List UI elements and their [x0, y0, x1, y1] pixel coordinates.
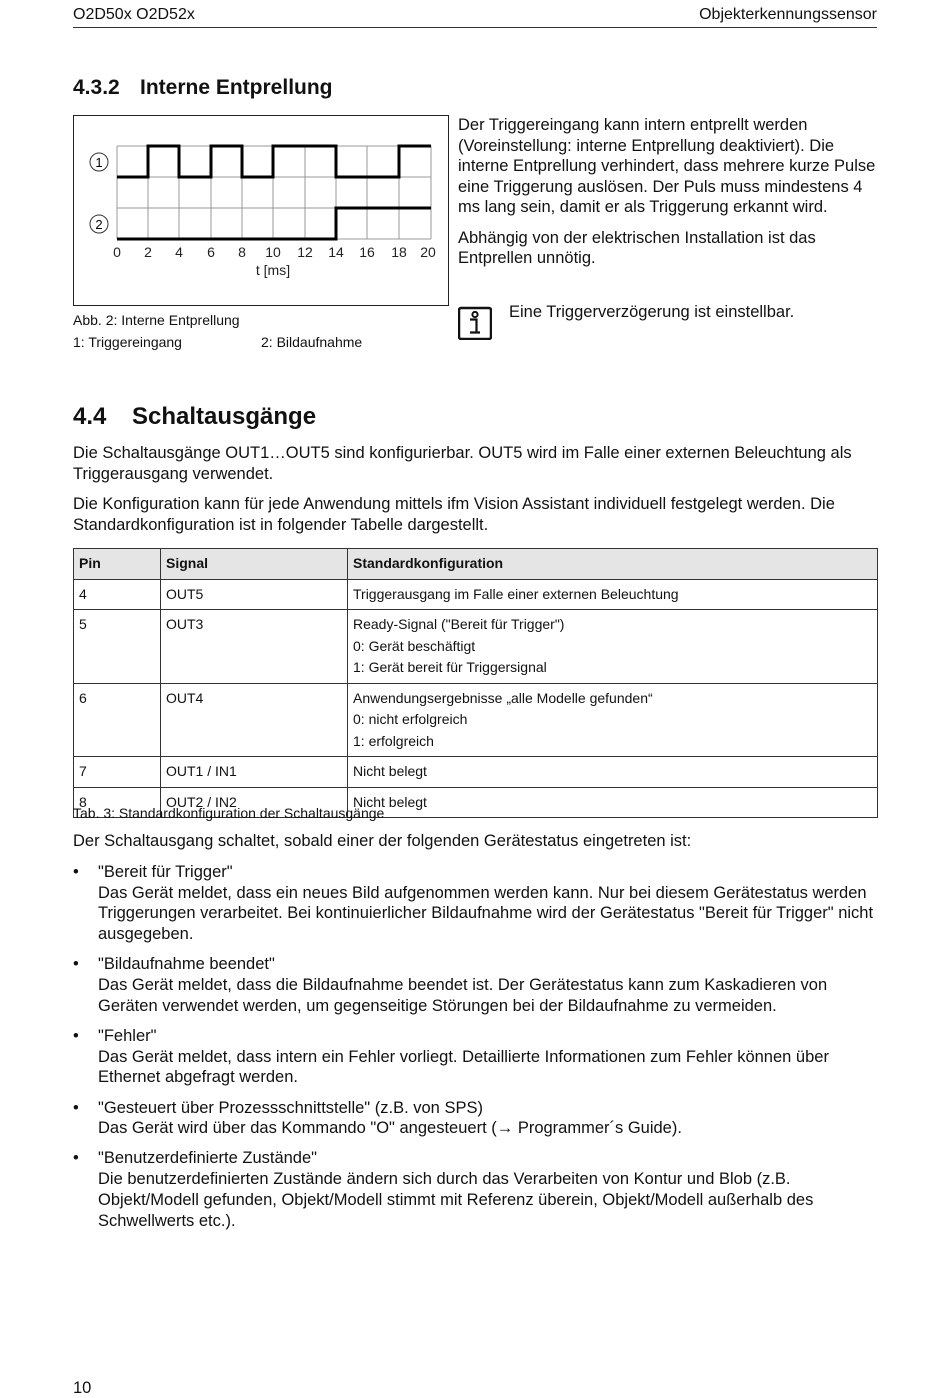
config-line: 1: Gerät bereit für Triggersignal — [353, 659, 547, 675]
section-title: Interne Entprellung — [140, 76, 333, 99]
tick-label: 16 — [359, 244, 375, 260]
status-title: "Bildaufnahme beendet" — [98, 955, 275, 974]
table-row — [74, 610, 878, 684]
config-line: 0: nicht erfolgreich — [353, 711, 468, 727]
section-number: 4.3.2 — [73, 76, 120, 99]
status-text: Das Gerät meldet, dass die Bildaufnahme beendet ist. Der Gerätestatus kann zum Kaskadieren von Geräten verwendet werden, um gegenseitige Störungen bei der Bildaufnahme zu vermeiden. — [98, 976, 828, 1015]
table-caption: Tab. 3: Standardkonfiguration der Schaltausgänge — [73, 805, 385, 821]
bullet: • — [73, 1026, 79, 1045]
info-note: Eine Triggerverzögerung ist einstellbar. — [509, 303, 795, 321]
marker-2 — [90, 215, 108, 233]
svg-text:1: 1 — [95, 155, 103, 170]
section-heading-4-3-2 — [73, 76, 333, 100]
trigger-input-signal — [117, 146, 431, 177]
tick-label: 12 — [297, 244, 313, 260]
bullet: • — [73, 863, 79, 881]
paragraph: Abhängig von der elektrischen Installation ist das Entprellen unnötig. — [458, 228, 816, 267]
config-line: Anwendungsergebnisse „alle Modelle gefunden“ — [353, 689, 653, 706]
image-capture-signal — [117, 208, 431, 239]
header-document-title: Objekterkennungssensor — [699, 6, 877, 23]
header-divider — [73, 27, 877, 28]
status-title: "Gesteuert über Prozessschnittstelle" (z.B. von SPS) — [98, 1098, 483, 1117]
config-line: 1: erfolgreich — [353, 732, 434, 749]
status-text: Das Gerät wird über das Kommando "O" angesteuert (→ Programmer´s Guide). — [98, 1119, 682, 1138]
table-row — [74, 579, 878, 610]
table-row — [74, 757, 878, 788]
pin-cell: 4 — [74, 579, 161, 610]
config-line: Triggerausgang im Falle einer externen Beleuchtung — [353, 585, 679, 602]
debounce-timing-figure — [73, 115, 449, 306]
legend-item-2: 2: Bildaufnahme — [261, 334, 363, 350]
tick-label: 0 — [113, 244, 121, 260]
svg-text:2: 2 — [95, 217, 103, 232]
tick-label: 20 — [420, 244, 436, 260]
config-cell — [348, 757, 878, 788]
paragraph: Die Schaltausgänge OUT1…OUT5 sind konfigurierbar. OUT5 wird im Falle einer externen Beleuchtung als Triggerausgang verwendet. — [73, 444, 852, 483]
signal-cell: OUT1 / IN1 — [161, 757, 348, 788]
config-line: Ready-Signal ("Bereit für Trigger") — [353, 616, 565, 632]
tick-label: 6 — [207, 244, 215, 260]
config-line: Nicht belegt — [353, 763, 427, 779]
tick-label: 4 — [175, 244, 183, 260]
bullet: • — [73, 1149, 79, 1168]
status-text: Die benutzerdefinierten Zustände ändern sich durch das Verarbeiten von Kontur und Blob (z.B. Objekt/Modell gefunden, Objekt/Modell stimmt mit Referenz überein, Objekt/Modell außerhalb des Schwellwerts etc.). — [98, 1170, 814, 1230]
section-heading-4-4 — [73, 403, 316, 431]
pin-cell: 8 — [74, 787, 161, 818]
config-line: Nicht belegt — [353, 793, 427, 810]
section-number: 4.4 — [73, 403, 107, 430]
marker-1 — [90, 153, 108, 171]
column-header: Pin — [74, 549, 161, 580]
column-header: Signal — [161, 549, 348, 580]
device-status-list — [73, 862, 878, 1241]
legend-item-1: 1: Triggereingang — [73, 334, 182, 350]
status-text: Das Gerät meldet, dass intern ein Fehler vorliegt. Detaillierte Informationen zum Fehler können über Ethernet abgefragt werden. — [98, 1047, 829, 1087]
status-title: "Fehler" — [98, 1026, 157, 1045]
list-item — [73, 954, 878, 1016]
bullet: • — [73, 955, 79, 974]
pin-cell: 7 — [74, 757, 161, 788]
config-cell — [348, 787, 878, 818]
bullet: • — [73, 1098, 79, 1117]
tick-label: 10 — [265, 244, 281, 260]
config-cell — [348, 579, 878, 610]
list-item — [73, 1148, 878, 1231]
signal-cell: OUT4 — [161, 683, 348, 757]
signal-cell: OUT5 — [161, 579, 348, 610]
column-header: Standardkonfiguration — [348, 549, 878, 580]
tick-label: 2 — [144, 244, 152, 260]
paragraph: Die Konfiguration kann für jede Anwendung mittels ifm Vision Assistant individuell festgelegt werden. Die Standardkonfiguration ist in folgender Tabelle dargestellt. — [73, 495, 835, 534]
pin-cell: 5 — [74, 610, 161, 684]
status-intro: Der Schaltausgang schaltet, sobald einer der folgenden Gerätestatus eingetreten ist: — [73, 832, 692, 850]
debounce-description — [458, 115, 878, 279]
list-item — [73, 862, 878, 945]
signal-cell: OUT3 — [161, 610, 348, 684]
paragraph: Der Triggereingang kann intern entprellt werden (Voreinstellung: interne Entprellung deaktiviert). Die interne Entprellung verhindert, dass mehrere kurze Pulse eine Triggerung auslösen. Der Puls muss mindestens 4 ms lang sein, damit er als Triggerung erkannt wird. — [458, 116, 876, 216]
config-cell — [348, 610, 878, 684]
info-icon — [458, 306, 492, 340]
list-item — [73, 1098, 878, 1139]
status-title: "Benutzerdefinierte Zustände" — [98, 1149, 318, 1168]
status-text: Das Gerät meldet, dass ein neues Bild aufgenommen werden kann. Nur bei diesem Gerätestatus werden Triggerungen verarbeitet. Bei kontinuierlicher Bildaufnahme wird der Gerätestatus "Bereit für Trigger" nicht ausgegeben. — [98, 883, 874, 944]
list-item — [73, 1026, 878, 1088]
table-row — [74, 683, 878, 757]
section-title: Schaltausgänge — [132, 403, 317, 430]
figure-caption: Abb. 2: Interne Entprellung — [73, 312, 240, 328]
status-title: "Bereit für Trigger" — [98, 863, 233, 881]
table-header-row — [74, 549, 878, 580]
axis-label: t [ms] — [255, 262, 291, 278]
config-cell — [348, 683, 878, 757]
tick-label: 14 — [328, 244, 344, 260]
signal-cell: OUT2 / IN2 — [161, 787, 348, 818]
config-line: 0: Gerät beschäftigt — [353, 637, 476, 654]
switching-outputs-table — [73, 548, 878, 818]
header-product: O2D50x O2D52x — [73, 6, 195, 23]
tick-label: 18 — [391, 244, 407, 260]
pin-cell: 6 — [74, 683, 161, 757]
tick-label: 8 — [238, 244, 246, 260]
timing-diagram — [74, 116, 450, 307]
page-number: 10 — [73, 1379, 92, 1397]
